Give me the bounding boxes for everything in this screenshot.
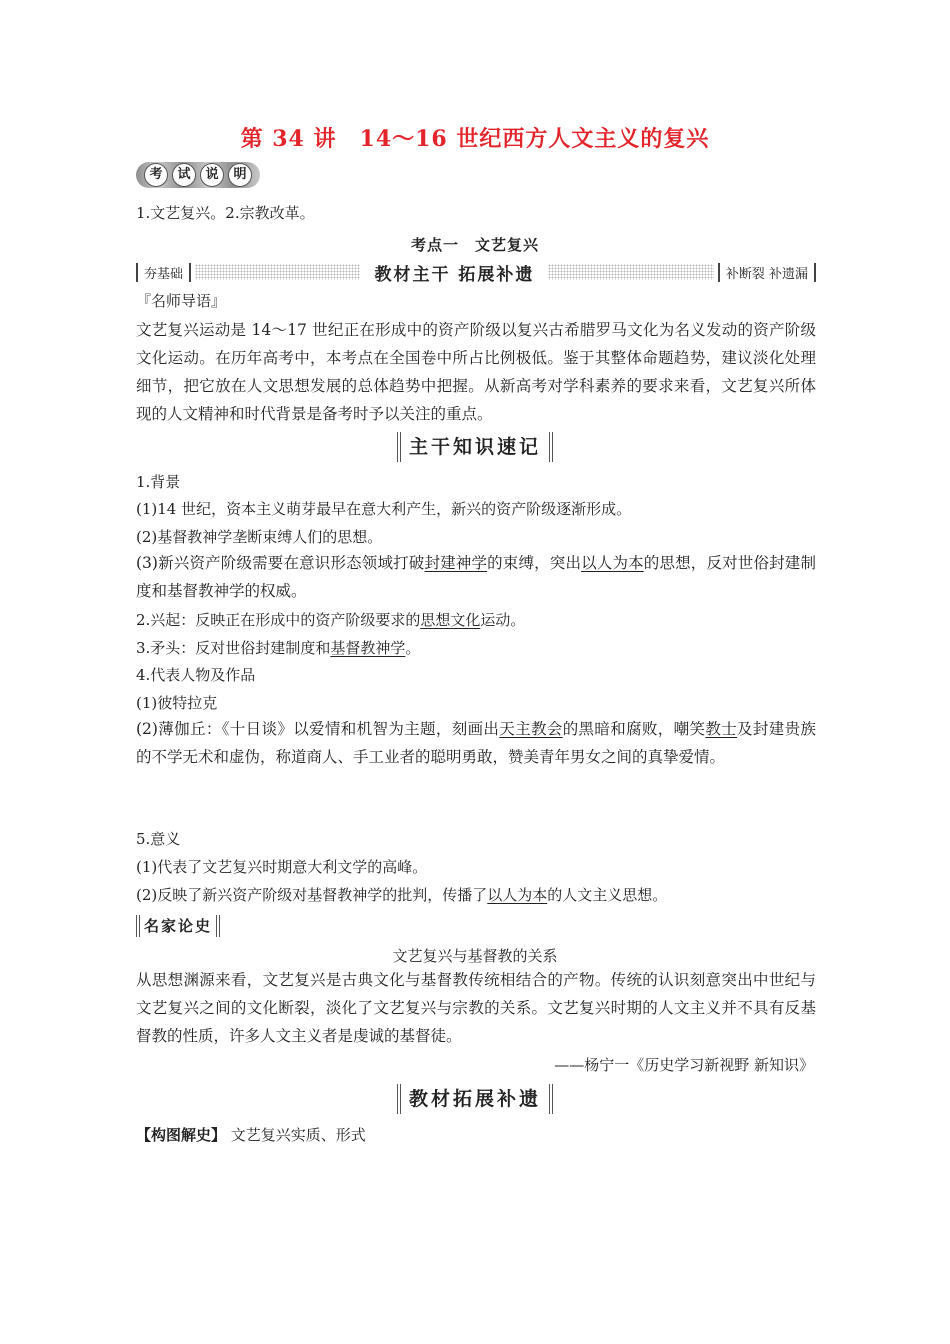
- figure-note: [136, 1125, 366, 1145]
- exam-description-badge: [136, 162, 260, 188]
- background-item-1: (1)14 世纪，资本主义萌芽最早在意大利产生，新兴的资产阶级逐渐形成。: [136, 500, 632, 518]
- section-bar-middle: 教材主干 拓展补遗: [374, 264, 535, 285]
- expert-tag: 名家论史: [136, 915, 220, 937]
- text-run: 的黑暗和腐败，嘲笑: [562, 720, 706, 738]
- guide-text: 文艺复兴运动是 14～17 世纪正在形成中的资产阶级以复兴古希腊罗马文化为名义发动的资产阶级文化运动。在历年高考中，本考点在全国卷中所占比例极低。鉴于其整体命题趋势，建议淡化处理细节，把它放在人文思想发展的总体趋势中把握。从新高考对学科素养的要求来看，文艺复兴所体现的人文精神和时代背景是备考时予以关注的重点。: [136, 321, 816, 423]
- underlined-term: 教士: [705, 720, 738, 738]
- supplement-heading: [0, 1084, 950, 1114]
- significance-item-2: [136, 885, 667, 905]
- significance-item-1: (1)代表了文艺复兴时期意大利文学的高峰。: [136, 858, 428, 876]
- background-item-3: [136, 549, 816, 605]
- rise-item: [136, 610, 525, 630]
- badge-char: 说: [200, 163, 224, 187]
- dotted-fill: [195, 264, 360, 280]
- text-run: 的人文主义思想。: [547, 886, 668, 904]
- spearhead-item: [136, 638, 420, 658]
- section-bar: [136, 260, 816, 284]
- text-run: 。: [405, 639, 421, 657]
- section-bar-left: 夯基础: [136, 263, 191, 282]
- text-run: 及封建贵族的不学无术和虚伪，称道商人、手工业者的聪明勇敢，赞美青年男女之间的真挚爱情。: [136, 720, 816, 766]
- significance-heading: 5.意义: [136, 830, 181, 848]
- section-bar-right: 补断裂 补遗漏: [718, 263, 816, 282]
- underlined-term: 思想文化: [420, 611, 481, 629]
- text-run: (3)新兴资产阶级需要在意识形态领域打破: [136, 554, 425, 572]
- badge-char: 试: [172, 163, 196, 187]
- supplement-heading-label: 教材拓展补遗: [397, 1084, 553, 1114]
- figure-note-text: 文艺复兴实质、形式: [230, 1126, 366, 1144]
- underlined-term: 天主教会: [499, 720, 563, 738]
- figures-item-2: [136, 715, 816, 771]
- badge-char: 明: [228, 163, 252, 187]
- text-run: 的思想，反对世俗封建制度和基督教神学的权威。: [136, 554, 816, 600]
- expert-text: 从思想渊源来看，文艺复兴是古典文化与基督教传统相结合的产物。传统的认识刻意突出中世纪与文艺复兴之间的文化断裂，淡化了文艺复兴与宗教的关系。文艺复兴时期的人文主义并不具有反基督教的性质，许多人文主义者是虔诚的基督徒。: [136, 971, 816, 1045]
- underlined-term: 以人为本: [581, 554, 644, 572]
- kaodian-title: 考点一 文艺复兴: [410, 236, 539, 254]
- underlined-term: 以人为本: [487, 886, 548, 904]
- knowledge-heading-label: 主干知识速记: [397, 432, 553, 462]
- badge-char: 考: [144, 163, 168, 187]
- exam-items: 1.文艺复兴。2.宗教改革。: [136, 204, 315, 222]
- figures-heading: 4.代表人物及作品: [136, 666, 256, 684]
- knowledge-heading: [0, 432, 950, 462]
- text-run: 的束缚，突出: [487, 554, 582, 572]
- underlined-term: 基督教神学: [330, 639, 406, 657]
- expert-subtitle: 文艺复兴与基督教的关系: [392, 947, 558, 965]
- text-run: (2)薄伽丘：《十日谈》以爱情和机智为主题，刻画出: [136, 720, 500, 738]
- background-item-2: (2)基督教神学垄断束缚人们的思想。: [136, 528, 383, 546]
- text-run: 2.兴起：反映正在形成中的资产阶级要求的: [136, 611, 421, 629]
- guide-heading: 『名师导语』: [136, 292, 227, 310]
- text-run: 3.矛头：反对世俗封建制度和: [136, 639, 331, 657]
- text-run: 运动。: [480, 611, 526, 629]
- expert-source: ——杨宁一《历史学习新视野 新知识》: [554, 1056, 814, 1074]
- underlined-term: 封建神学: [424, 554, 488, 572]
- figure-note-label: 【构图解史】: [136, 1126, 227, 1144]
- text-run: (2)反映了新兴资产阶级对基督教神学的批判，传播了: [136, 886, 488, 904]
- dotted-fill: [548, 264, 713, 280]
- figures-item-1: (1)彼特拉克: [136, 694, 218, 712]
- page-title: 第 34 讲 14～16 世纪西方人文主义的复兴: [240, 126, 710, 152]
- background-heading: 1.背景: [136, 473, 181, 491]
